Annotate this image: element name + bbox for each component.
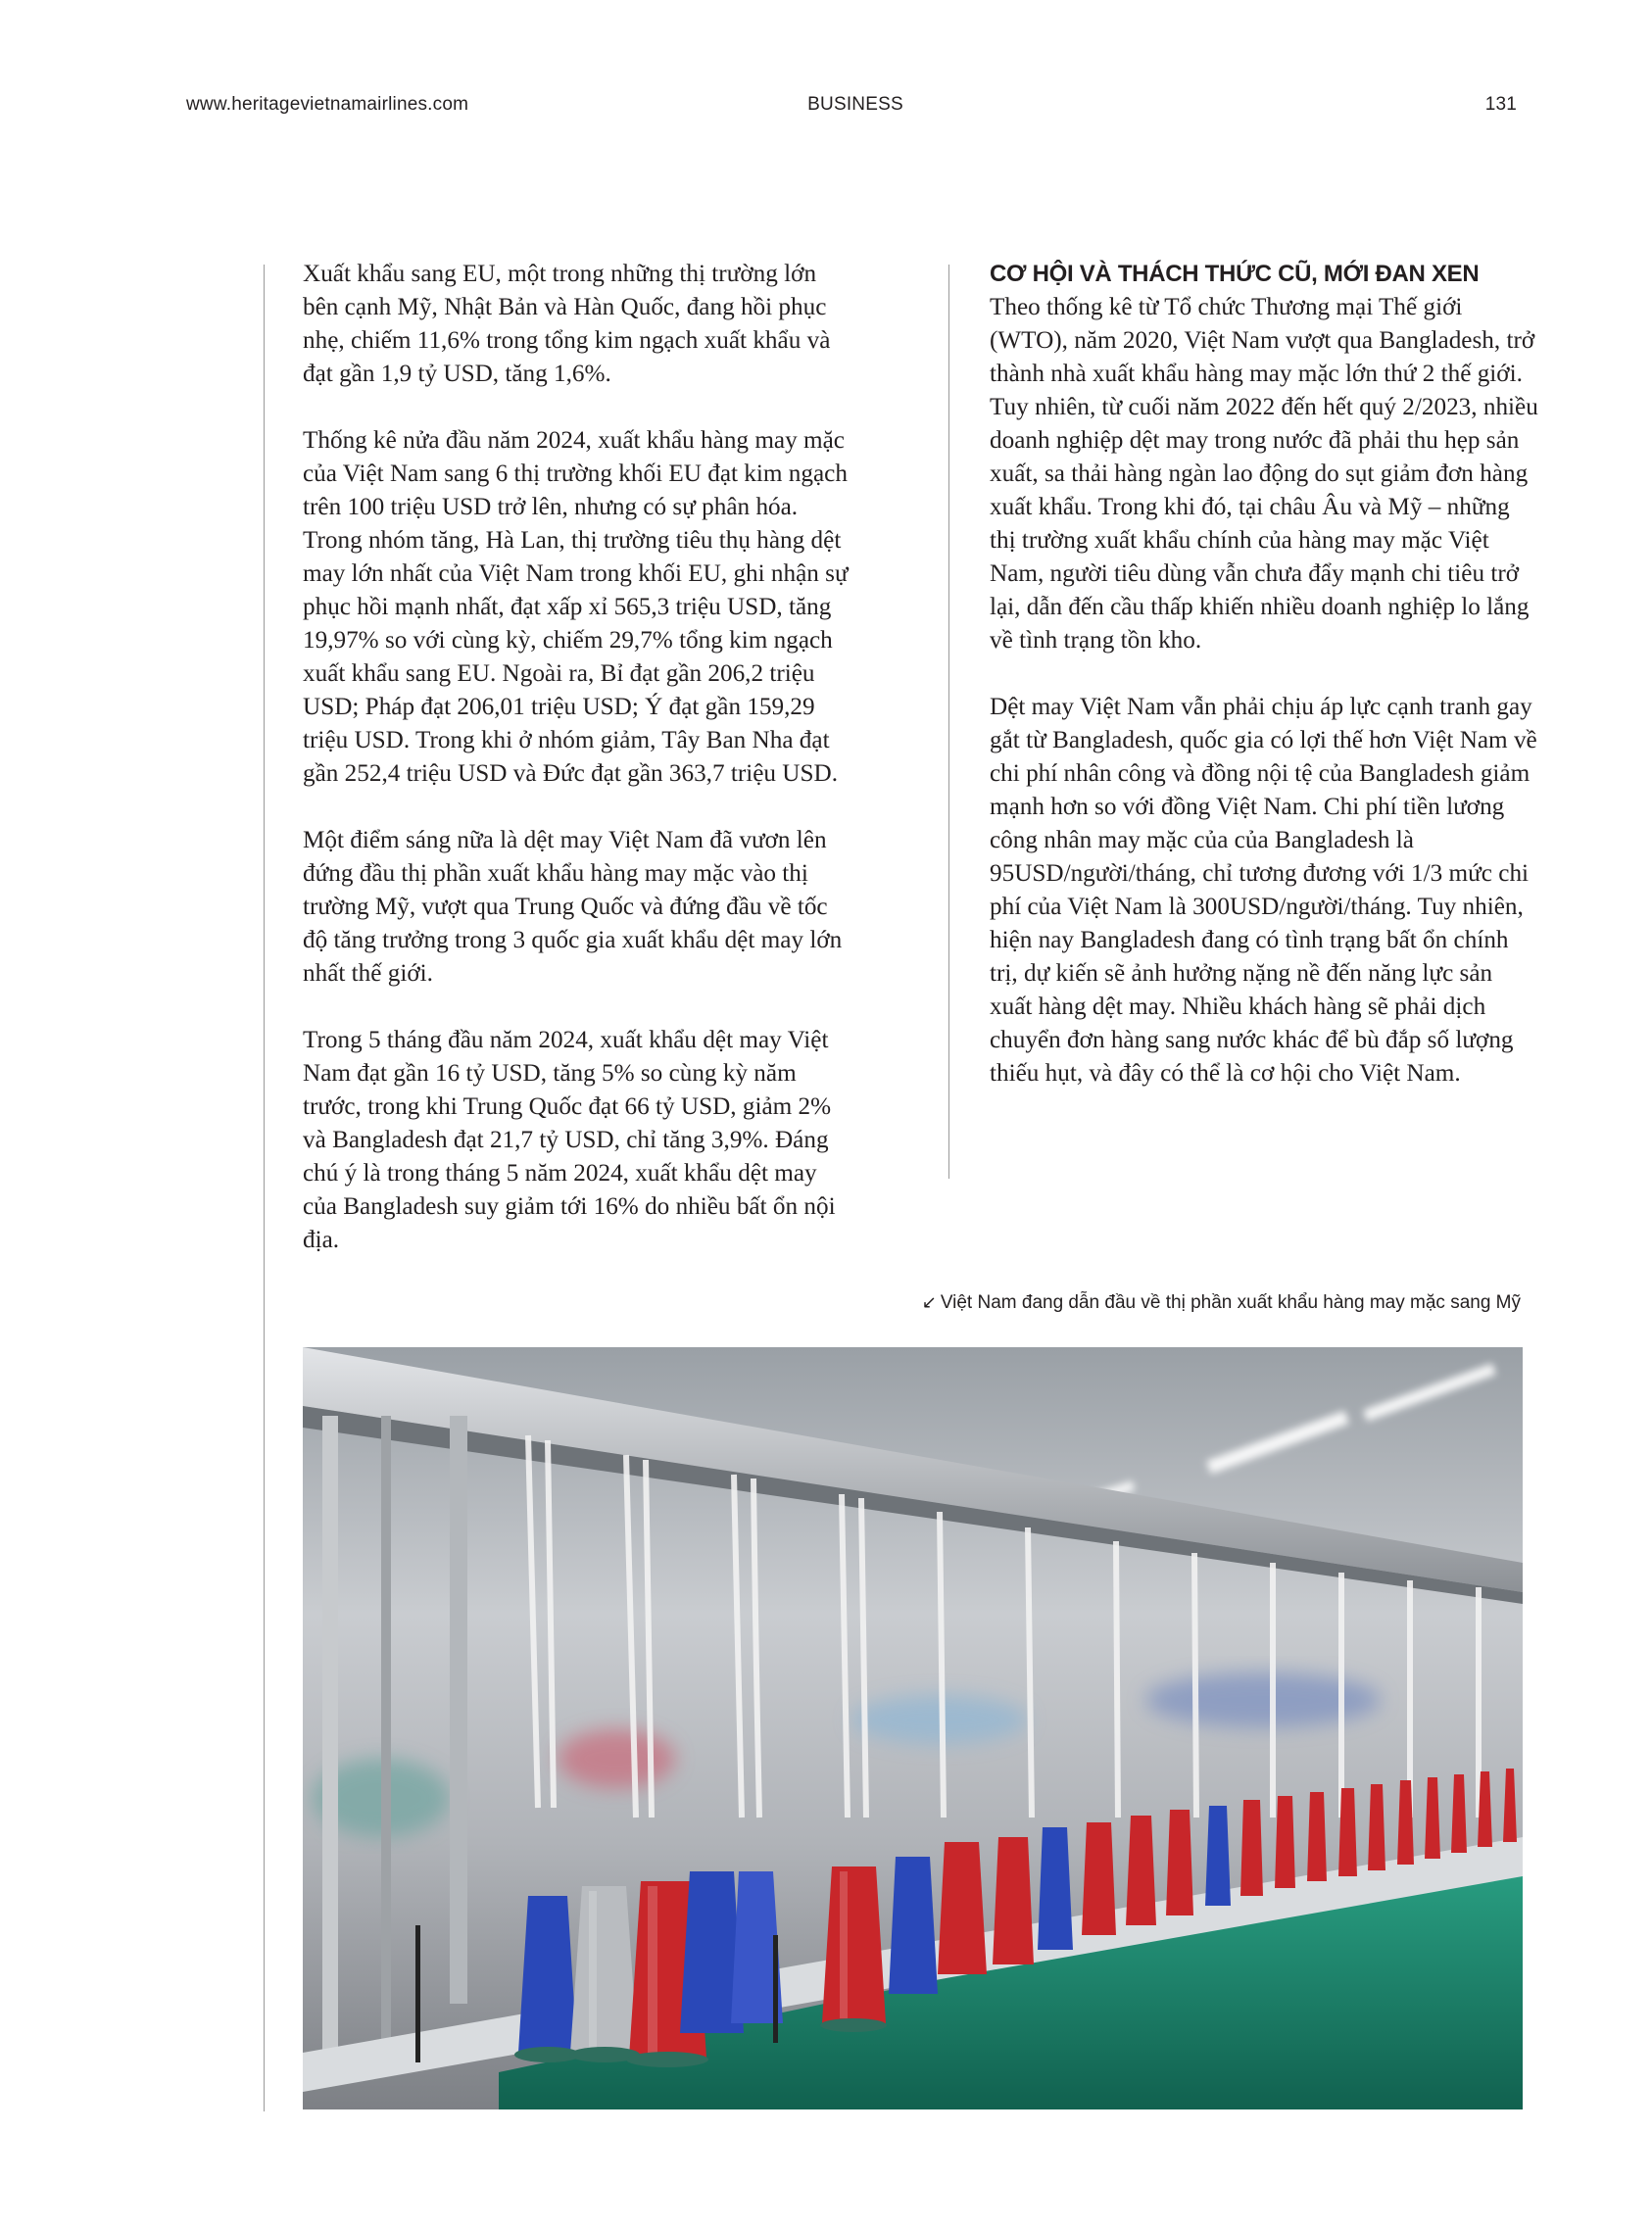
paragraph: Dệt may Việt Nam vẫn phải chịu áp lực cạnh tranh gay gắt từ Bangladesh, quốc gia có lợi thế hơn Việt Nam về chi phí nhân công và đồng nội tệ của Bangladesh giảm mạnh hơn so với đồng Việt Nam. Chi phí tiền lương công nhân may mặc của của Bangladesh là 95USD/người/tháng, chỉ tương đương với 1/3 mức chi phí của Việt Nam là 300USD/người/tháng. Tuy nhiên, hiện nay Bangladesh đang có tình trạng bất ổn chính trị, dự kiến sẽ ảnh hưởng nặng nề đến năng lực sản xuất hàng dệt may. Nhiều khách hàng sẽ phải dịch chuyển đơn hàng sang nước khác để bù đắp số lượng thiếu hụt, và đây có thể là cơ hội cho Việt Nam. [990,694,1537,1087]
left-column [303,258,851,1290]
section-heading: CƠ HỘI VÀ THÁCH THỨC CŨ, MỚI ĐAN XEN [990,261,1480,287]
textile-machine-illustration [303,1347,1523,2109]
left-column-rule [264,265,265,2111]
arrow-down-left-icon: ↙ [921,1292,937,1312]
middle-column-rule [948,265,949,1179]
paragraph: Một điểm sáng nữa là dệt may Việt Nam đã vươn lên đứng đầu thị phần xuất khẩu hàng may mặc vào thị trường Mỹ, vượt qua Trung Quốc và đứng đầu về tốc độ tăng trưởng trong 3 quốc gia xuất khẩu dệt may lớn nhất thế giới. [303,827,843,987]
section-label: BUSINESS [807,94,903,115]
paragraph: Thống kê nửa đầu năm 2024, xuất khẩu hàng may mặc của Việt Nam sang 6 thị trường khối EU đạt kim ngạch trên 100 triệu USD trở lên, nhưng có sự phân hóa. Trong nhóm tăng, Hà Lan, thị trường tiêu thụ hàng dệt may lớn nhất của Việt Nam trong khối EU, ghi nhận sự phục hồi mạnh nhất, đạt xấp xỉ 565,3 triệu USD, tăng 19,97% so với cùng kỳ, chiếm 29,7% tổng kim ngạch xuất khẩu sang EU. Ngoài ra, Bỉ đạt gần 206,2 triệu USD; Pháp đạt 206,01 triệu USD; Ý đạt gần 159,29 triệu USD. Trong khi ở nhóm giảm, Tây Ban Nha đạt gần 252,4 triệu USD và Đức đạt gần 363,7 triệu USD. [303,427,849,787]
page-number: 131 [1484,94,1517,115]
website-url: www.heritagevietnamairlines.com [186,94,469,115]
paragraph: Xuất khẩu sang EU, một trong những thị trường lớn bên cạnh Mỹ, Nhật Bản và Hàn Quốc, đang hồi phục nhẹ, chiếm 11,6% trong tổng kim ngạch xuất khẩu và đạt gần 1,9 tỷ USD, tăng 1,6%. [303,261,831,387]
factory-photo [303,1347,1523,2109]
photo-caption-text: Việt Nam đang dẫn đầu về thị phần xuất khẩu hàng may mặc sang Mỹ [940,1292,1521,1313]
paragraph: Theo thống kê từ Tổ chức Thương mại Thế giới (WTO), năm 2020, Việt Nam vượt qua Bangladesh, trở thành nhà xuất khẩu hàng may mặc lớn thứ 2 thế giới. Tuy nhiên, từ cuối năm 2022 đến hết quý 2/2023, nhiều doanh nghiệp dệt may trong nước đã phải thu hẹp sản xuất, sa thải hàng ngàn lao động do sụt giảm đơn hàng xuất khẩu. Trong khi đó, tại châu Âu và Mỹ – những thị trường xuất khẩu chính của hàng may mặc Việt Nam, người tiêu dùng vẫn chưa đẩy mạnh chi tiêu trở lại, dẫn đến cầu thấp khiến nhiều doanh nghiệp lo lắng về tình trạng tồn kho. [990,294,1538,654]
photo-caption [922,1292,1521,1314]
paragraph: Trong 5 tháng đầu năm 2024, xuất khẩu dệt may Việt Nam đạt gần 16 tỷ USD, tăng 5% so cùng kỳ năm trước, trong khi Trung Quốc đạt 66 tỷ USD, giảm 2% và Bangladesh đạt 21,7 tỷ USD, chỉ tăng 3,9%. Đáng chú ý là trong tháng 5 năm 2024, xuất khẩu dệt may của Bangladesh suy giảm tới 16% do nhiều bất ổn nội địa. [303,1027,836,1253]
right-column [990,258,1538,1124]
